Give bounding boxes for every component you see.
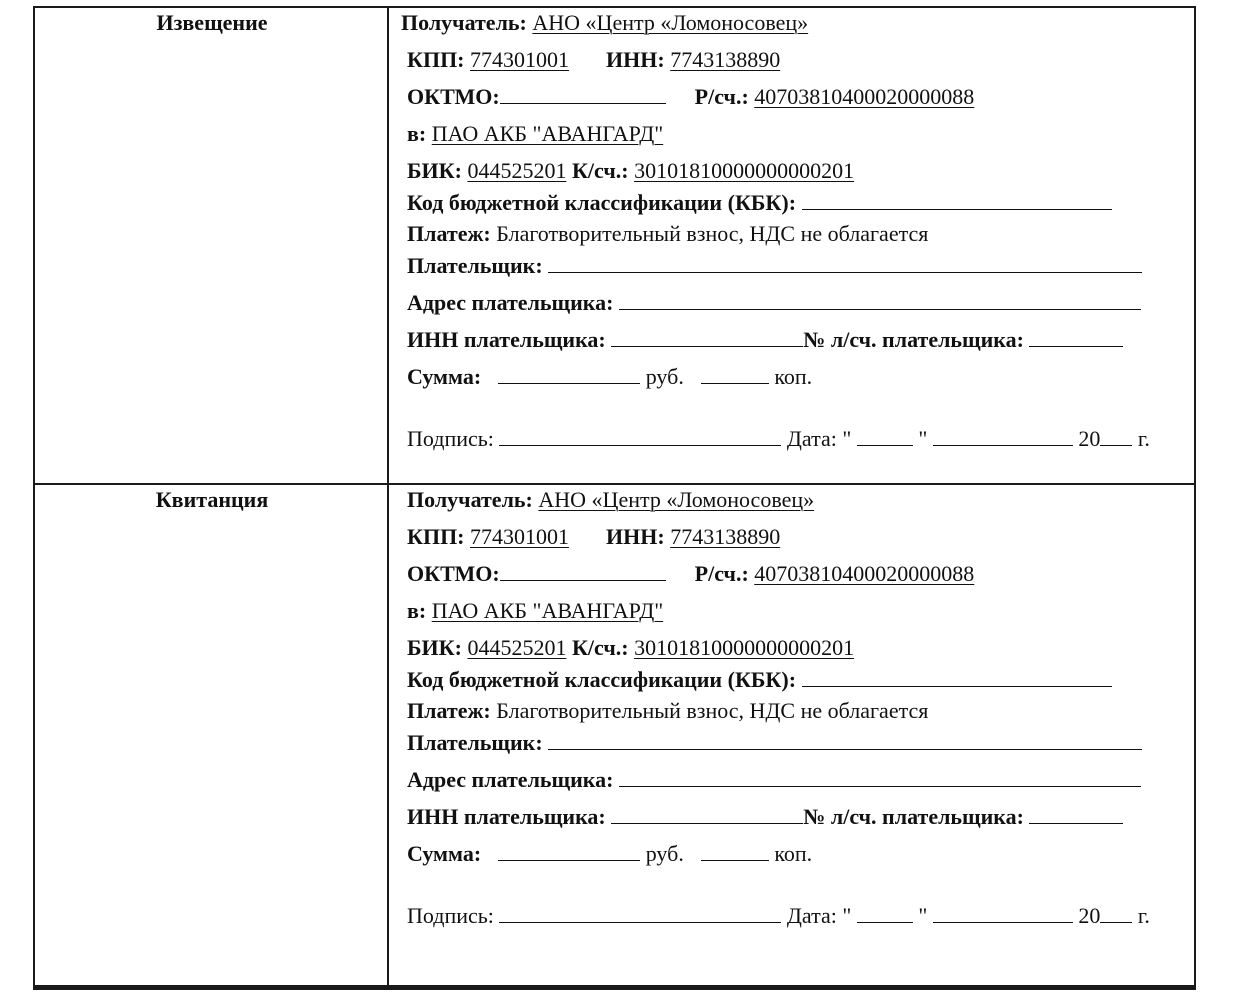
bik-value: 044525201: [467, 158, 567, 183]
oktmo-label: ОКТМО:: [407, 561, 500, 586]
kop-label: коп.: [774, 364, 813, 389]
month-blank: [933, 904, 1073, 923]
kpp-label: КПП:: [407, 524, 465, 549]
payer-address-row: [407, 290, 1141, 316]
kbk-row: [407, 667, 1112, 693]
account-value: 40703810400020000088: [754, 84, 975, 109]
kbk-blank: [802, 668, 1112, 687]
signature-row: [407, 903, 1150, 929]
payer-address-blank: [619, 291, 1141, 310]
payment-row: [407, 698, 928, 724]
payer-inn-blank: [611, 805, 803, 824]
signature-row: [407, 426, 1150, 452]
payer-address-row: [407, 767, 1141, 793]
kpp-inn-row: [407, 524, 780, 550]
rub-blank: [498, 365, 640, 384]
payer-address-label: Адрес плательщика:: [407, 290, 614, 315]
kpp-inn-row: [407, 47, 780, 73]
bottom-border: [33, 987, 1196, 990]
bank-label: в:: [407, 121, 427, 146]
corr-label: К/сч.:: [571, 635, 629, 660]
payer-address-blank: [619, 768, 1141, 787]
payer-inn-label: ИНН плательщика:: [407, 327, 606, 352]
bank-row: [407, 598, 663, 624]
sign-blank: [499, 427, 781, 446]
recipient-value: АНО «Центр «Ломоносовец»: [538, 487, 815, 512]
payer-address-label: Адрес плательщика:: [407, 767, 614, 792]
inn-label: ИНН:: [606, 47, 665, 72]
bik-row: [407, 635, 854, 661]
payer-blank: [548, 254, 1142, 273]
date-quote-close: ": [918, 426, 928, 451]
year-blank: [1100, 427, 1132, 446]
payment-row: [407, 221, 928, 247]
sign-label: Подпись:: [407, 426, 494, 451]
account-value: 40703810400020000088: [754, 561, 975, 586]
notice-title: Извещение: [156, 10, 268, 35]
payer-account-label: № л/сч. плательщика:: [803, 327, 1024, 352]
year-prefix: 20: [1078, 903, 1101, 928]
receipt-title: Квитанция: [155, 487, 269, 512]
year-suffix: г.: [1137, 426, 1150, 451]
bank-value: ПАО АКБ "АВАНГАРД": [431, 121, 664, 146]
kpp-value: 774301001: [470, 524, 570, 549]
kop-blank: [701, 365, 769, 384]
date-quote-open: ": [842, 426, 852, 451]
sign-blank: [499, 904, 781, 923]
kpp-value: 774301001: [470, 47, 570, 72]
bik-label: БИК:: [407, 635, 462, 660]
corr-label: К/сч.:: [571, 158, 629, 183]
payment-value: Благотворительный взнос, НДС не облагается: [496, 221, 929, 246]
corr-value: 30101810000000000201: [634, 635, 855, 660]
payer-inn-row: [407, 327, 1123, 353]
oktmo-account-row: [407, 84, 974, 110]
payer-account-label: № л/сч. плательщика:: [803, 804, 1024, 829]
bank-value: ПАО АКБ "АВАНГАРД": [431, 598, 664, 623]
rub-blank: [498, 842, 640, 861]
year-blank: [1100, 904, 1132, 923]
recipient-label: Получатель:: [407, 487, 533, 512]
payer-blank: [548, 731, 1142, 750]
date-label: Дата:: [786, 426, 837, 451]
payer-inn-blank: [611, 328, 803, 347]
payer-label: Плательщик:: [407, 253, 543, 278]
sum-label: Сумма:: [407, 841, 482, 866]
sum-label: Сумма:: [407, 364, 482, 389]
payer-row: [407, 253, 1142, 279]
payment-label: Платеж:: [407, 221, 491, 246]
oktmo-label: ОКТМО:: [407, 84, 500, 109]
payer-label: Плательщик:: [407, 730, 543, 755]
inn-value: 7743138890: [670, 524, 781, 549]
bik-value: 044525201: [467, 635, 567, 660]
recipient-row: [401, 10, 808, 36]
inn-label: ИНН:: [606, 524, 665, 549]
recipient-row: [407, 487, 814, 513]
payer-account-blank: [1029, 805, 1123, 824]
kbk-blank: [802, 191, 1112, 210]
corr-value: 30101810000000000201: [634, 158, 855, 183]
kbk-label: Код бюджетной классификации (КБК):: [407, 667, 797, 692]
section-divider: [33, 483, 1196, 485]
day-blank: [857, 904, 913, 923]
bik-row: [407, 158, 854, 184]
date-label: Дата:: [786, 903, 837, 928]
bank-label: в:: [407, 598, 427, 623]
year-prefix: 20: [1078, 426, 1101, 451]
bik-label: БИК:: [407, 158, 462, 183]
payer-inn-label: ИНН плательщика:: [407, 804, 606, 829]
date-quote-open: ": [842, 903, 852, 928]
year-suffix: г.: [1137, 903, 1150, 928]
payment-label: Платеж:: [407, 698, 491, 723]
sign-label: Подпись:: [407, 903, 494, 928]
day-blank: [857, 427, 913, 446]
rub-label: руб.: [645, 841, 684, 866]
account-label: Р/сч.:: [694, 84, 749, 109]
oktmo-blank: [500, 85, 666, 104]
inn-value: 7743138890: [670, 47, 781, 72]
kpp-label: КПП:: [407, 47, 465, 72]
payer-inn-row: [407, 804, 1123, 830]
payer-account-blank: [1029, 328, 1123, 347]
kop-blank: [701, 842, 769, 861]
recipient-value: АНО «Центр «Ломоносовец»: [532, 10, 809, 35]
kop-label: коп.: [774, 841, 813, 866]
sum-row: [407, 364, 812, 390]
kbk-row: [407, 190, 1112, 216]
month-blank: [933, 427, 1073, 446]
date-quote-close: ": [918, 903, 928, 928]
account-label: Р/сч.:: [694, 561, 749, 586]
payer-row: [407, 730, 1142, 756]
oktmo-blank: [500, 562, 666, 581]
recipient-label: Получатель:: [401, 10, 527, 35]
rub-label: руб.: [645, 364, 684, 389]
sum-row: [407, 841, 812, 867]
kbk-label: Код бюджетной классификации (КБК):: [407, 190, 797, 215]
payment-value: Благотворительный взнос, НДС не облагается: [496, 698, 929, 723]
oktmo-account-row: [407, 561, 974, 587]
bank-row: [407, 121, 663, 147]
